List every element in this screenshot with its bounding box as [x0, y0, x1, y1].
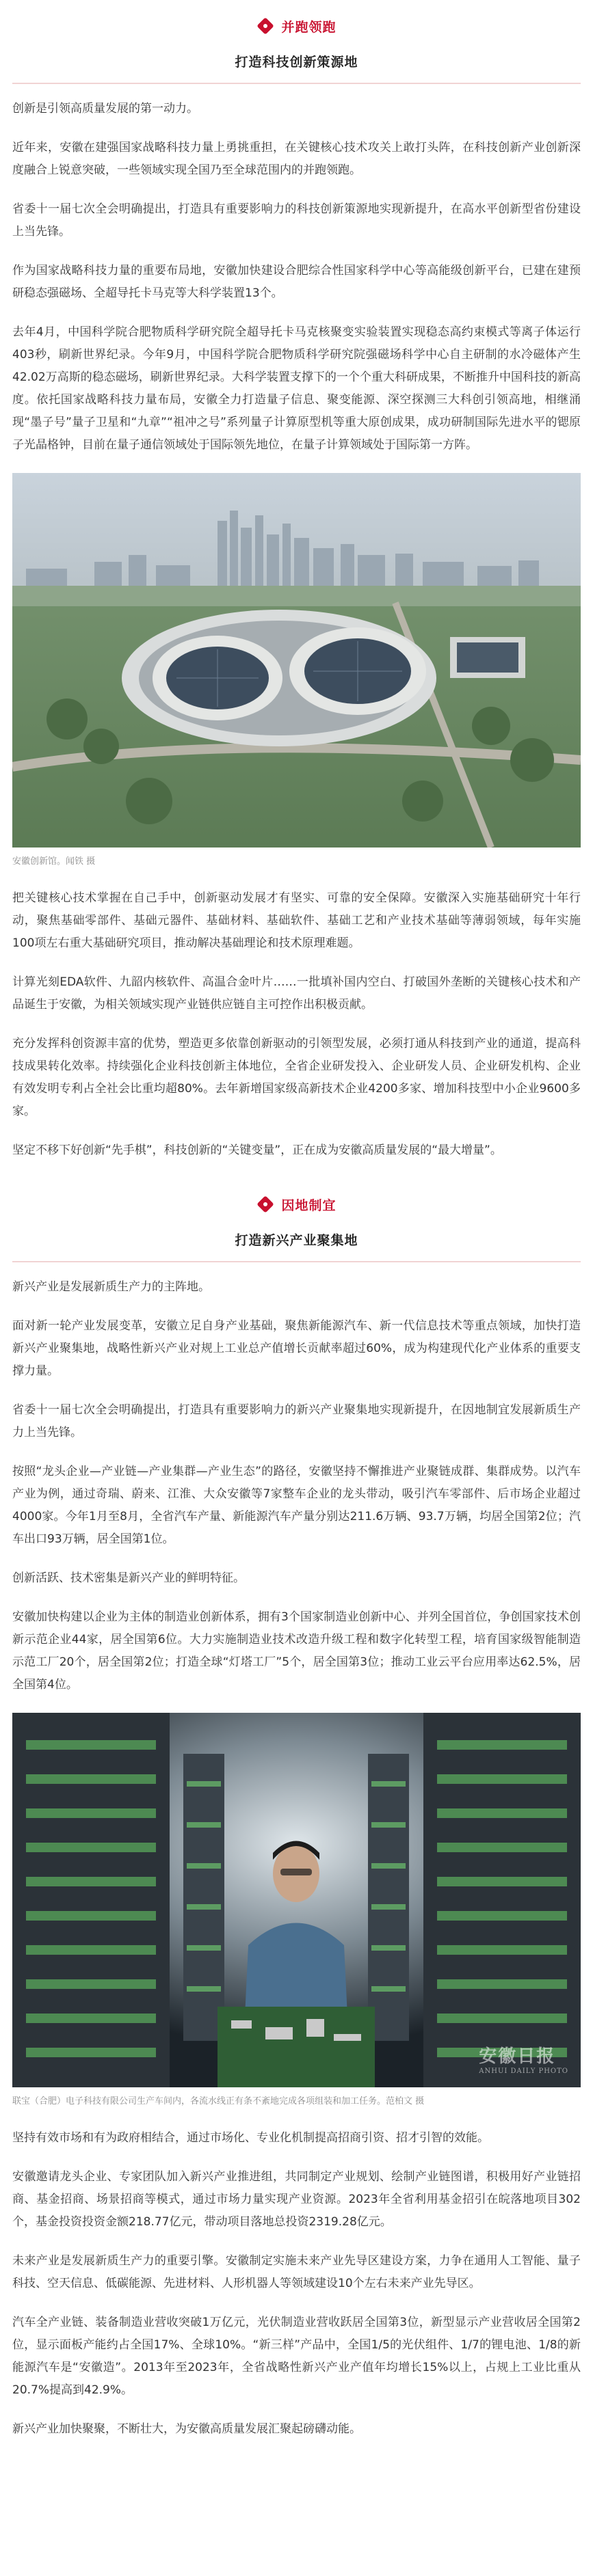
paragraph: 创新活跃、技术密集是新兴产业的鲜明特征。 [12, 1571, 245, 1585]
paragraph: 省委十一届七次全会明确提出，打造具有重要影响力的新兴产业聚集地实现新提升，在因地制宜发展新质生产力上当先锋。 [12, 1403, 581, 1439]
paragraph: 新兴产业加快聚聚，不断壮大，为安徽高质量发展汇聚起磅礴动能。 [12, 2422, 361, 2436]
paragraph: 新兴产业是发展新质生产力的主阵地。 [12, 1280, 210, 1294]
divider [12, 83, 581, 84]
paragraph: 安徽邀请龙头企业、专家团队加入新兴产业推进组，共同制定产业规划、绘制产业链图谱，积极用好产业链招商、基金招商、场景招商等模式，通过市场力量实现产业资源。2023年全省利用基金招引在皖落地项目302个，基金投资投资金额218.77亿元，带动项目落地总投资2319.28亿元。 [12, 2170, 581, 2229]
photo-caption: 安徽创新馆。闻铁 摄 [12, 856, 96, 867]
watermark-logo: 安徽日报 [479, 2046, 556, 2067]
paragraph: 作为国家战略科技力量的重要布局地，安徽加快建设合肥综合性国家科学中心等高能级创新平台，已建在建预研稳态强磁场、全超导托卡马克等大科学装置13个。 [12, 264, 581, 300]
paragraph: 近年来，安徽在建强国家战略科技力量上勇挑重担，在关键核心技术攻关上敢打头阵，在科技创新产业创新深度融合上锐意突破，一些领域实现全国乃至全球范围内的并跑领跑。 [12, 141, 581, 177]
section-badge [12, 12, 581, 40]
paragraph: 充分发挥科创资源丰富的优势，塑造更多依靠创新驱动的引领型发展，必须打通从科技到产业的通道，提高科技成果转化效率。持续强化企业科技创新主体地位，全省企业研发投入、企业研发人员、企业研发机构、企业有效发明专利占全社会比重均超80%。去年新增国家级高新技术企业4200多家、增加科技型中小企业9600多家。 [12, 1037, 581, 1118]
newspaper-watermark [479, 2042, 568, 2075]
section-title: 打造新兴产业聚集地 [235, 1233, 358, 1248]
paragraph: 创新是引领高质量发展的第一动力。 [12, 102, 198, 116]
photo-caption: 联宝（合肥）电子科技有限公司生产车间内，各流水线正有条不紊地完成各项组装和加工任务。范柏文 摄 [12, 2096, 425, 2106]
production-workshop-photo [12, 1713, 581, 2087]
paragraph: 安徽加快构建以企业为主体的制造业创新体系，拥有3个国家制造业创新中心、并列全国首位，争创国家技术创新示范企业44家，居全国第6位。大力实施制造业技术改造升级工程和数字化转型工程，培育国家级智能制造示范工厂20个，居全国第2位；打造全球“灯塔工厂”5个，居全国第3位；推动工业云平台应用率达62.5%，居全国第4位。 [12, 1610, 581, 1692]
paragraph: 按照“龙头企业—产业链—产业集群—产业生态”的路径，安徽坚持不懈推进产业聚链成群、集群成势。以汽车产业为例，通过奇瑞、蔚来、江淮、大众安徽等7家整车企业的龙头带动，吸引汽车零部件、后市场企业超过4000家。今年1月至8月，全省汽车产量、新能源汽车产量分别达211.6万辆、93.7万辆，均居全国第2位；汽车出口93万辆，居全国第1位。 [12, 1465, 581, 1546]
paragraph: 计算光刻EDA软件、九韶内核软件、高温合金叶片……一批填补国内空白、打破国外垄断的关键核心技术和产品诞生于安徽，为相关领域实现产业链供应链自主可控作出积极贡献。 [12, 975, 581, 1012]
paragraph: 汽车全产业链、装备制造业营收突破1万亿元，光伏制造业营收跃居全国第3位，新型显示产业营收居全国第2位，显示面板产能约占全国17%、全球10%。“新三样”产品中，全国1/5的光伏组件、1/7的锂电池、1/8的新能源汽车是“安徽造”。2013年至2023年，全省战略性新兴产业产值年均增长15%以上，占规上工业比重从20.7%提高到42.9%。 [12, 2316, 581, 2397]
section-header-2 [12, 1178, 581, 1262]
paragraph: 去年4月，中国科学院合肥物质科学研究院全超导托卡马克核聚变实验装置实现稳态高约束模式等离子体运行403秒，刷新世界纪录。今年9月，中国科学院合肥物质科学研究院强磁场科学中心自主研制的水冷磁体产生42.02万高斯的稳态磁场，刷新世界纪录。大科学装置支撑下的一个个重大科研成果，不断推升中国科技的新高度。依托国家战略科技力量布局，安徽全力打造量子信息、聚变能源、深空探测三大科创引领高地，相继涌现“墨子号”量子卫星和“九章”“祖冲之号”系列量子计算原型机等重大原创成果，成功研制国际先进水平的锶原子光晶格钟，目前在量子通信领域处于国际领先地位，在量子计算领域处于国际第一方阵。 [12, 325, 581, 452]
watermark-subtitle: ANHUI DAILY PHOTO [479, 2067, 568, 2075]
diamond-icon [256, 1195, 274, 1213]
section-badge-label: 并跑领跑 [281, 19, 337, 35]
paragraph: 未来产业是发展新质生产力的重要引擎。安徽制定实施未来产业先导区建设方案，力争在通用人工智能、量子科技、空天信息、低碳能源、先进材料、人形机器人等领域建设10个左右未来产业先导区。 [12, 2254, 581, 2290]
paragraph: 把关键核心技术掌握在自己手中，创新驱动发展才有坚实、可靠的安全保障。安徽深入实施基础研究十年行动，聚焦基础零部件、基础元器件、基础材料、基础软件、基础工艺和产业技术基础等薄弱领域，每年实施100项左右重大基础研究项目，推动解决基础理论和技术原理难题。 [12, 891, 581, 950]
paragraph: 省委十一届七次全会明确提出，打造具有重要影响力的科技创新策源地实现新提升，在高水平创新型省份建设上当先锋。 [12, 202, 581, 239]
section-title: 打造科技创新策源地 [235, 55, 358, 70]
section-badge-label: 因地制宜 [281, 1197, 337, 1213]
diamond-icon [256, 17, 274, 35]
section-badge [12, 1191, 581, 1218]
innovation-center-photo [12, 473, 581, 848]
section-header-1 [12, 0, 581, 84]
divider [12, 1261, 581, 1262]
paragraph: 坚定不移下好创新“先手棋”，科技创新的“关键变量”，正在成为安徽高质量发展的“最大增量”。 [12, 1143, 502, 1157]
paragraph: 面对新一轮产业发展变革，安徽立足自身产业基础，聚焦新能源汽车、新一代信息技术等重点领域，加快打造新兴产业聚集地，战略性新兴产业对规上工业总产值增长贡献率超过60%，成为构建现代化产业体系的重要支撑力量。 [12, 1319, 581, 1378]
paragraph: 坚持有效市场和有为政府相结合，通过市场化、专业化机制提高招商引资、招才引智的效能。 [12, 2131, 489, 2145]
